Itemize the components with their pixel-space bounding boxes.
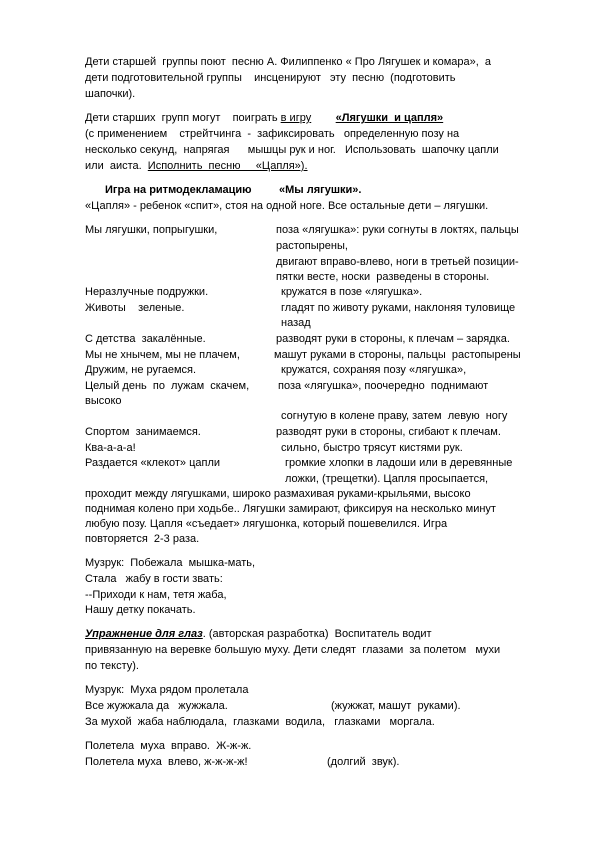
rhyme-right-3b: назад [281, 317, 311, 329]
game-intro-line-4 [85, 160, 308, 173]
rhyme-right-1a: поза «лягушка»: руки согнуты в локтях, пальцы [276, 224, 519, 236]
rhyme-right-11b: ложки, (трещетки). Цапля просыпается, [285, 473, 489, 485]
fly-verse-action-2: (жужжат, машут руками). [331, 700, 461, 712]
eye-exercise-text: . (авторская разработка) Воспитатель водит [202, 628, 432, 640]
rhyme-right-1c: двигают вправо-влево, ноги в третьей позиции- [276, 256, 519, 268]
intro-line-1: Дети старшей группы поют песню А. Филиппенко « Про Лягушек и комара», а [85, 56, 492, 68]
eye-exercise-line-3: по тексту). [85, 660, 139, 672]
rhyme-left-4: С детства закалённые. [85, 333, 206, 345]
song-link: Исполнить песню «Цапля»). [147, 160, 308, 172]
fly-verse-line-1: Музрук: Муха рядом пролетала [85, 684, 249, 696]
rhyme-right-2: кружатся в позе «лягушка». [281, 286, 423, 298]
rhyme-left-6: Дружим, не ругаемся. [85, 364, 197, 376]
rhyme-right-6: кружатся, сохраняя позу «лягушка», [281, 364, 467, 376]
fly-verse-line-2: Все жужжала да жужжала. [85, 700, 228, 712]
poem-line-1: Музрук: Побежала мышка-мать, [85, 557, 256, 569]
rhyme-right-8: согнутую в колене праву, затем левую ногу [281, 410, 508, 422]
eye-exercise-line-2: привязанную на веревке большую муху. Дети следят глазами за полетом мухи [85, 644, 501, 656]
rhyme-right-3a: гладят по животу руками, наклоняя туловище [281, 302, 516, 314]
game-intro-text: Дети старших групп могут поиграть [85, 112, 281, 124]
rhyme-left-9: Спортом занимаемся. [85, 426, 201, 438]
fly-verse-action-5: (долгий звук). [327, 756, 400, 768]
game-desc-line-2: поднимая колено при ходьбе.. Лягушки замирают, фиксируя на несколько минут [85, 503, 496, 515]
game-intro-line-1 [85, 112, 443, 125]
rhyme-right-9: разводят руки в стороны, сгибают к плечам. [276, 426, 501, 438]
game-desc-line-1: проходит между лягушками, широко размахивая руками-крыльями, высоко [85, 488, 471, 500]
intro-line-3: шапочки). [85, 88, 136, 100]
rhyme-left-2: Неразлучные подружки. [85, 286, 209, 298]
game-name: «Лягушки и цапля» [335, 112, 444, 124]
rhyme-right-1d: пятки весте, носки разведены в стороны. [276, 271, 490, 283]
game-desc-line-3: любую позу. Цапля «съедает» лягушонка, который пошевелился. Игра [85, 518, 448, 530]
section-heading: Игра на ритмодекламацию «Мы лягушки». [105, 184, 362, 196]
rhyme-right-7: поза «лягушка», поочередно поднимают [278, 380, 489, 392]
game-intro-link: в игру [280, 112, 312, 124]
poem-line-4: Нашу детку покачать. [85, 604, 196, 616]
rhyme-right-11a: громкие хлопки в ладоши или в деревянные [285, 457, 513, 469]
rhyme-left-1: Мы лягушки, попрыгушки, [85, 224, 218, 236]
rhyme-right-4: разводят руки в стороны, к плечам – зарядка. [276, 333, 510, 345]
rhyme-left-3: Животы зеленые. [85, 302, 185, 314]
fly-verse-line-4: Полетела муха вправо. Ж-ж-ж. [85, 740, 252, 752]
rhyme-right-10: сильно, быстро трясут кистями рук. [281, 442, 463, 454]
rhyme-left-10: Ква-а-а-а! [85, 442, 136, 454]
fly-verse-line-3: За мухой жаба наблюдала, глазками водила, глазками моргала. [85, 716, 435, 728]
intro-line-2: дети подготовительной группы инсценируют эту песню (подготовить [85, 72, 456, 84]
rhyme-right-5: машут руками в стороны, пальцы растопырены [274, 349, 521, 361]
rhyme-left-8: высоко [85, 395, 122, 407]
game-intro-text-4: или аиста. [85, 160, 148, 172]
game-intro-line-3: несколько секунд, напрягая мышцы рук и ног. Использовать шапочку цапли [85, 144, 499, 156]
spacer-text [311, 112, 335, 124]
rhyme-left-5: Мы не хнычем, мы не плачем, [85, 349, 240, 361]
game-intro-line-2: (с применением стрейтчинга - зафиксировать определенную позу на [85, 128, 460, 140]
rhyme-left-7: Целый день по лужам скачем, [85, 380, 250, 392]
eye-exercise-title: Упражнение для глаз [85, 628, 203, 640]
rhyme-right-1b: растопырены, [276, 240, 348, 252]
poem-line-3: --Приходи к нам, тетя жаба, [85, 589, 227, 601]
eye-exercise-line-1 [85, 628, 432, 641]
fly-verse-line-5: Полетела муха влево, ж-ж-ж-ж! [85, 756, 248, 768]
game-desc-line-4: повторяется 2-3 раза. [85, 533, 200, 545]
rhyme-left-11: Раздается «клекот» цапли [85, 457, 221, 469]
heading-note: «Цапля» - ребенок «спит», стоя на одной ноге. Все остальные дети – лягушки. [85, 200, 489, 212]
poem-line-2: Стала жабу в гости звать: [85, 573, 223, 585]
